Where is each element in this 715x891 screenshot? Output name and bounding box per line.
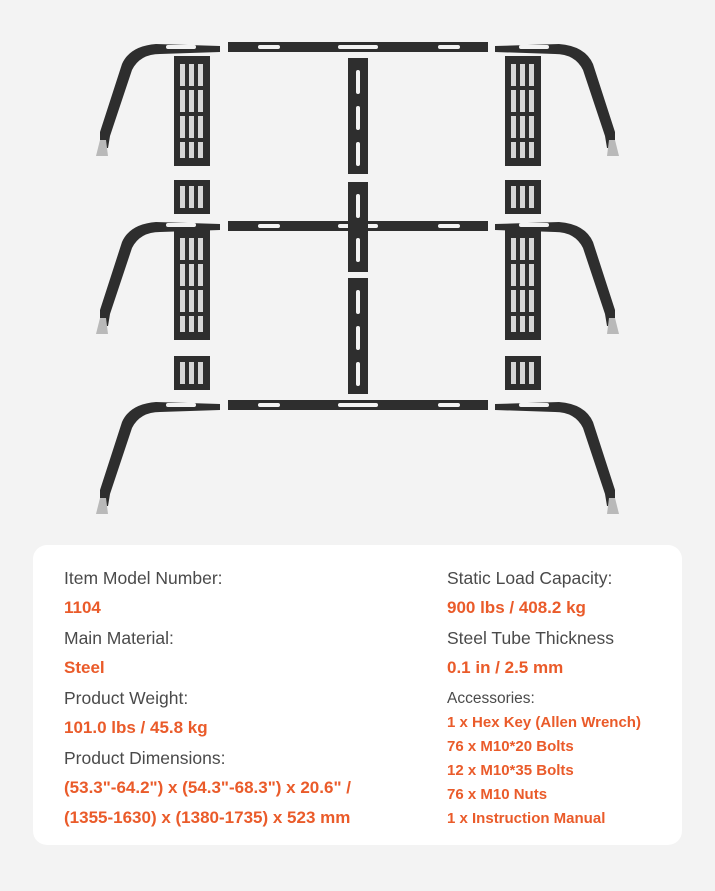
tube-thickness-label: Steel Tube Thickness xyxy=(447,628,614,648)
side-plate-left-3 xyxy=(174,230,210,340)
accessory-item: 12 x M10*35 Bolts xyxy=(447,762,574,779)
dimensions-value-imperial: (53.3"-64.2") x (54.3"-68.3") x 20.6" / xyxy=(64,778,351,797)
weight-value: 101.0 lbs / 45.8 kg xyxy=(64,718,208,737)
center-bar-top xyxy=(348,58,368,174)
center-bar-middle xyxy=(348,182,368,272)
crossbar-bottom xyxy=(228,400,488,410)
spec-column-right xyxy=(447,563,672,831)
side-plate-left-4 xyxy=(174,356,210,390)
side-plate-right-3 xyxy=(505,230,541,340)
model-number-value: 1104 xyxy=(64,598,101,617)
material-label: Main Material: xyxy=(64,628,174,648)
side-plate-right-1 xyxy=(505,56,541,166)
accessory-item: 1 x Instruction Manual xyxy=(447,810,606,827)
dimensions-label: Product Dimensions: xyxy=(64,748,226,768)
side-arm-bottom-right xyxy=(495,402,619,514)
accessories-label: Accessories: xyxy=(447,690,535,707)
side-plate-right-4 xyxy=(505,356,541,390)
model-number-label: Item Model Number: xyxy=(64,568,223,588)
dimensions-value-metric: (1355-1630) x (1380-1735) x 523 mm xyxy=(64,808,351,827)
load-capacity-value: 900 lbs / 408.2 kg xyxy=(447,598,586,617)
side-plate-right-2 xyxy=(505,180,541,214)
accessory-item: 76 x M10 Nuts xyxy=(447,786,548,803)
accessory-item: 1 x Hex Key (Allen Wrench) xyxy=(447,714,641,731)
side-plate-left-1 xyxy=(174,56,210,166)
side-arm-bottom-left xyxy=(96,402,220,514)
side-plate-left-2 xyxy=(174,180,210,214)
tube-thickness-value: 0.1 in / 2.5 mm xyxy=(447,658,564,677)
spec-column-left xyxy=(64,563,424,833)
load-capacity-label: Static Load Capacity: xyxy=(447,568,613,588)
center-bar-bottom xyxy=(348,278,368,394)
weight-label: Product Weight: xyxy=(64,688,189,708)
crossbar-top xyxy=(228,42,488,52)
accessory-item: 76 x M10*20 Bolts xyxy=(447,738,574,755)
material-value: Steel xyxy=(64,658,105,677)
spec-card xyxy=(33,545,682,845)
